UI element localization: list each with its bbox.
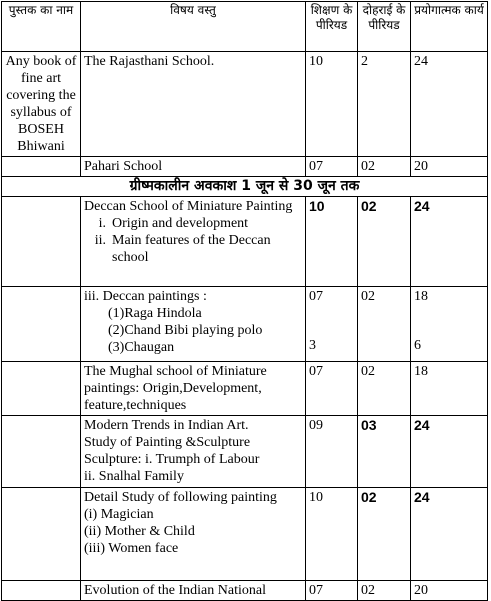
deccan-title: Deccan School of Miniature Painting [84, 199, 293, 214]
teach-cell: 10 [306, 52, 358, 157]
practical-cell: 24 [411, 197, 488, 287]
practical-value: 18 [414, 289, 428, 304]
practical-cell [411, 287, 488, 362]
item-mark: ii. [94, 233, 106, 248]
painting-item: (3)Chaugan [108, 340, 175, 355]
book-cell-empty [2, 416, 81, 488]
modern-line: ii. Snalhal Family [84, 469, 184, 484]
deccan-paint-title: iii. Deccan paintings : [84, 289, 207, 304]
teach-cell: 09 [306, 416, 358, 488]
teach-cell: 10 [306, 197, 358, 287]
modern-line: Study of Painting &Sculpture [84, 435, 251, 450]
header-row [2, 2, 488, 52]
book-cell-empty [2, 287, 81, 362]
header-teach: शिक्षण के पीरियड [306, 2, 358, 52]
table-row [2, 581, 488, 601]
teach-cell [306, 287, 358, 362]
syllabus-table [1, 1, 488, 601]
revise-cell: 02 [358, 157, 411, 177]
modern-line: Sculpture: i. Trumph of Labour [84, 452, 260, 467]
topic-cell [81, 416, 306, 488]
table-row [2, 488, 488, 581]
item-mark: i. [98, 216, 106, 231]
modern-line: Modern Trends in Indian Art. [84, 418, 249, 433]
topic-cell [81, 488, 306, 581]
teach-cell: 07 [306, 362, 358, 416]
practical-cell: 18 [411, 362, 488, 416]
practical-cell: 24 [411, 416, 488, 488]
topic-cell: The Rajasthani School. [81, 52, 306, 157]
revise-cell: 02 [358, 287, 411, 362]
practical-value-2: 6 [414, 338, 421, 353]
painting-item: (2)Chand Bibi playing polo [108, 323, 263, 338]
deccan-item: Origin and development [112, 216, 249, 231]
detail-item: (iii) Women face [84, 541, 179, 556]
revise-cell: 02 [358, 197, 411, 287]
deccan-item: Main features of the Deccan school [112, 233, 271, 265]
teach-cell: 07 [306, 157, 358, 177]
detail-title: Detail Study of following painting [84, 490, 277, 505]
revise-cell: 02 [358, 362, 411, 416]
header-practical: प्रयोगात्मक कार्य [411, 2, 488, 52]
practical-cell: 20 [411, 157, 488, 177]
book-cell-empty [2, 581, 81, 601]
table-row [2, 416, 488, 488]
detail-item: (ii) Mother & Child [84, 524, 195, 539]
teach-cell: 07 [306, 581, 358, 601]
revise-cell: 2 [358, 52, 411, 157]
revise-cell: 03 [358, 416, 411, 488]
table-row [2, 197, 488, 287]
topic-cell [81, 197, 306, 287]
book-cell-empty [2, 488, 81, 581]
practical-cell: 24 [411, 52, 488, 157]
book-cell-empty [2, 362, 81, 416]
topic-cell [81, 287, 306, 362]
detail-item: (i) Magician [84, 507, 154, 522]
vacation-banner: ग्रीष्मकालीन अवकाश 1 जून से 30 जून तक [2, 177, 488, 197]
table-row [2, 362, 488, 416]
teach-cell: 10 [306, 488, 358, 581]
practical-cell: 20 [411, 581, 488, 601]
header-revise: दोहराई के पीरियड [358, 2, 411, 52]
teach-value-2: 3 [309, 338, 316, 353]
topic-cell: Evolution of the Indian National [81, 581, 306, 601]
book-cell-empty [2, 157, 81, 177]
book-name: Any book of fine art covering the syllabus of BOSEH Bhiwani [2, 52, 81, 157]
revise-cell: 02 [358, 581, 411, 601]
revise-cell: 02 [358, 488, 411, 581]
header-book: पुस्तक का नाम [2, 2, 81, 52]
table-row [2, 287, 488, 362]
header-content: विषय वस्तु [81, 2, 306, 52]
vacation-row [2, 177, 488, 197]
practical-cell: 24 [411, 488, 488, 581]
book-cell-empty [2, 197, 81, 287]
teach-value: 07 [309, 289, 323, 304]
topic-cell: The Mughal school of Miniature paintings: Origin,Development, feature,techniques [81, 362, 306, 416]
topic-cell: Pahari School [81, 157, 306, 177]
table-row [2, 157, 488, 177]
table-row [2, 52, 488, 157]
painting-item: (1)Raga Hindola [108, 306, 202, 321]
